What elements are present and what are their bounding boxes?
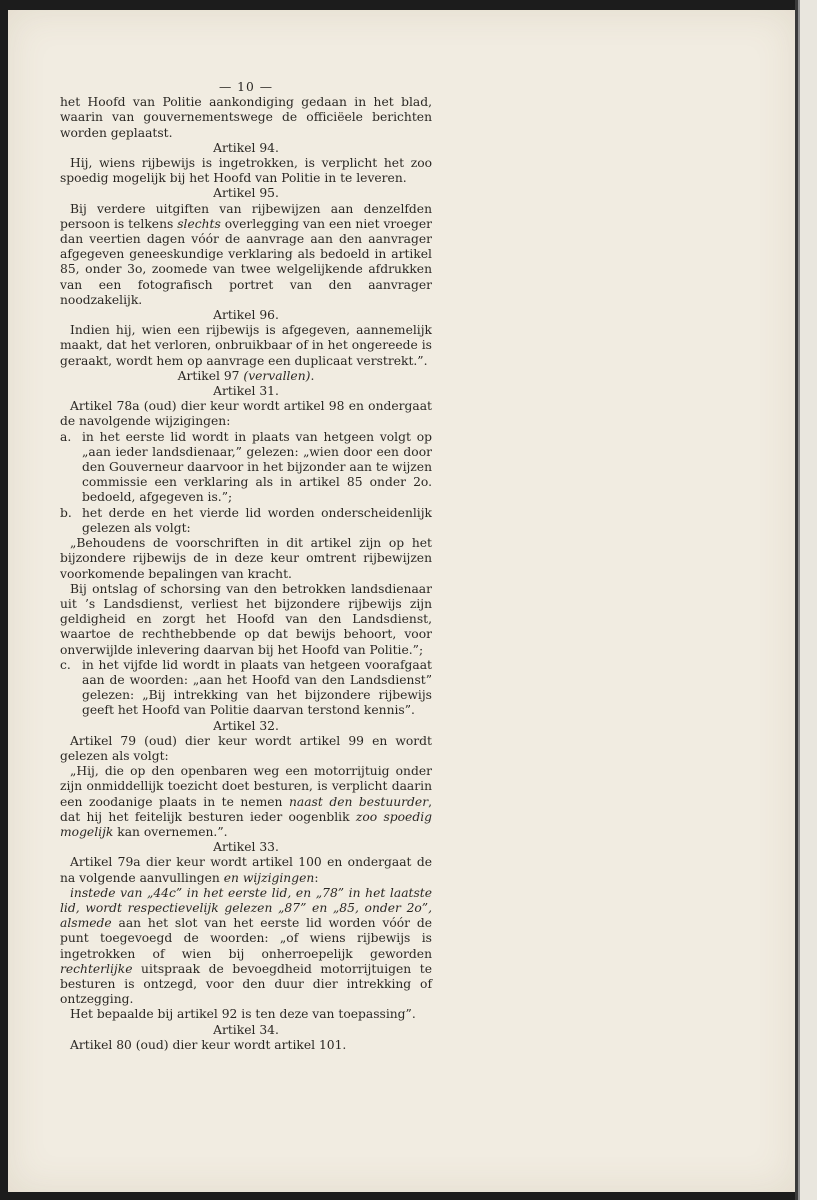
artikel-32-text: Artikel 79 (oud) dier keur wordt artikel 99 en wordt gelezen als volgt: [60,733,432,763]
heading-artikel-32: Artikel 32. [213,718,279,733]
heading-artikel-94: Artikel 94. [213,140,279,155]
page-number: — 10 — [218,80,274,94]
document-page [8,10,795,1192]
artikel-33-closing: Het bepaalde bij artikel 92 is ten deze van toepassing”. [70,1007,416,1022]
artikel-33-quote: instede van „44c” in het eerste lid, en „78” in het laatste lid, wordt respectievelijk gelezen „87” en „85, onder 2o”, alsmede aan het slot van het eerste lid worden vóór de punt toegevoegd de woorden: „of wiens rijbewijs is ingetrokken of wien bij onherroepelijk geworden rechterlijke uitspraak de bevoegdheid motorrijtuigen te besturen is ontzegd, voor den duur dier intrekking of ontzegging. [60,885,432,1007]
artikel-34-text: Artikel 80 (oud) dier keur wordt artikel 101. [70,1037,347,1052]
heading-artikel-34: Artikel 34. [213,1022,279,1037]
heading-artikel-33: Artikel 33. [213,840,279,855]
heading-artikel-97: Artikel 97 (vervallen). [177,368,315,383]
artikel-96-text: Indien hij, wien een rijbewijs is afgegeven, aannemelijk maakt, dat het verloren, onbruikbaar of in het ongereede is geraakt, wordt hem op aanvrage een duplicaat verstrekt.”. [60,323,432,368]
page-edge [795,0,817,1200]
artikel-31-text: Artikel 78a (oud) dier keur wordt artikel 98 en ondergaat de navolgende wijzigingen: [60,399,432,429]
heading-artikel-31: Artikel 31. [213,384,279,399]
artikel-32-quote: „Hij, die op den openbaren weg een motorrijtuig onder zijn onmiddellijk toezicht doet besturen, is verplicht daarin een zoodanige plaats in te nemen naast den bestuurder, dat hij het feitelijk besturen ieder oogenblik zoo spoedig mogelijk kan overnemen.”. [60,764,433,839]
heading-artikel-96: Artikel 96. [213,308,279,323]
document-text [60,80,432,1053]
artikel-31-item-a: a. in het eerste lid wordt in plaats van hetgeen volgt op „aan ieder landsdienaar,” gelezen: „wien door een door den Gouverneur daarvoor in het bijzonder aan te wijzen commissie een verklaring als in artikel 85 onder 2o. bedoeld, afgegeven is.”; [60,429,432,505]
artikel-31-quote-2: Bij ontslag of schorsing van den betrokken landsdienaar uit ’s Landsdienst, verliest het bijzondere rijbewijs zijn geldigheid en zorgt het Hoofd van den Landsdienst, waartoe de rechthebbende op dat bewijs behoort, voor onverwijlde inlevering daarvan bij het Hoofd van Politie.”; [60,581,432,657]
artikel-31-item-c: c. in het vijfde lid wordt in plaats van hetgeen voorafgaat aan de woorden: „aan het Hoofd van den Landsdienst” gelezen: „Bij intrekking van het bijzondere rijbewijs geeft het Hoofd van Politie daarvan terstond kennis”. [60,657,432,718]
artikel-95-text: Bij verdere uitgiften van rijbewijzen aan denzelfden persoon is telkens slechts overlegging van een niet vroeger dan veertien dagen vóór de aanvrage aan den aanvrager afgegeven geneeskundige verklaring als bedoeld in artikel 85, onder 3o, zoomede van twee welgelijkende afdrukken van een fotografisch portret van den aanvrager noodzakelijk. [60,201,432,307]
artikel-31-quote-1: „Behoudens de voorschriften in dit artikel zijn op het bijzondere rijbewijs de in deze keur omtrent rijbewijzen voorkomende bepalingen van kracht. [60,536,432,581]
heading-artikel-95: Artikel 95. [213,186,279,201]
artikel-33-text: Artikel 79a dier keur wordt artikel 100 en ondergaat de na volgende aanvullingen en wijzigingen: [60,855,432,885]
intro-paragraph: het Hoofd van Politie aankondiging gedaan in het blad, waarin van gouvernementswege de officiëele berichten worden geplaatst. [60,95,432,140]
artikel-94-text: Hij, wiens rijbewijs is ingetrokken, is verplicht het zoo spoedig mogelijk bij het Hoofd van Politie in te leveren. [60,156,432,186]
artikel-31-item-b: b. het derde en het vierde lid worden onderscheidenlijk gelezen als volgt: [60,505,432,535]
